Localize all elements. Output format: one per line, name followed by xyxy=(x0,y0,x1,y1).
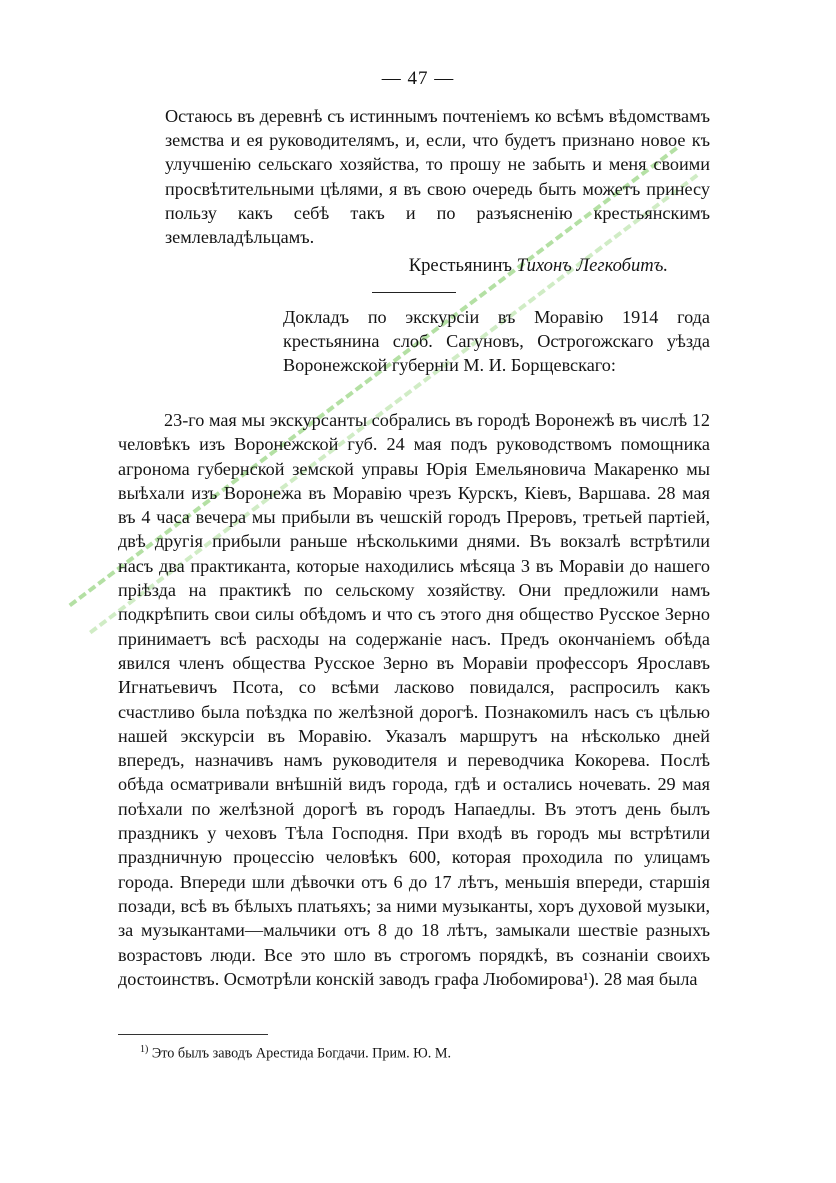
footnote-marker: 1) xyxy=(140,1044,149,1055)
report-body-block xyxy=(118,408,710,991)
section-divider xyxy=(372,292,456,293)
footnote xyxy=(140,1040,710,1064)
intro-paragraph-block xyxy=(165,104,710,249)
report-body-paragraph: 23-го мая мы экскурсанты собрались въ городѣ Воронежѣ въ числѣ 12 человѣкъ изъ Воронежской губ. 24 мая подъ руководствомъ помощника агронома губернской земской управы Юрія Емельяновича Макаренко мы выѣхали изъ Воронежа въ Моравію чрезъ Курскъ, Кіевъ, Варшава. 28 мая въ 4 часа вечера мы прибыли въ чешскій городъ Прeровъ, третьей партіей, двѣ другія прибыли раньше нѣсколькими днями. Въ вокзалѣ встрѣтили насъ два практиканта, которые находились мѣсяца 3 въ Моравіи до нашего пріѣзда на практикѣ по сельскому хозяйству. Они предложили намъ подкрѣпить свои силы обѣдомъ и что съ этого дня общество Русское Зерно принимаетъ всѣ расходы на содержаніе насъ. Предъ окончаніемъ обѣда явился членъ общества Русское Зерно въ Моравіи профессоръ Ярославъ Игнатьевичъ Псота, со всѣми ласково повидался, распросилъ какъ счастливо была поѣздка по желѣзной дорогѣ. Познакомилъ насъ съ цѣлью нашей экскурсіи въ Моравію. Указалъ маршрутъ на нѣсколько дней впередъ, назначивъ намъ руководителя и переводчика Кокорева. Послѣ обѣда осматривали внѣшній видъ города, гдѣ и остались ночевать. 29 мая поѣхали по желѣзной дорогѣ въ городъ Напаедлы. Въ этотъ день былъ праздникъ у чеховъ Тѣла Господня. При входѣ въ городъ мы встрѣтили праздничную процессію человѣкъ 600, которая проходила по улицамъ города. Впереди шли дѣвочки отъ 6 до 17 лѣтъ, меньшія впереди, старшія позади, всѣ въ бѣлыхъ платьяхъ; за ними музыканты, хоръ духовой музыки, за музыкантами—мальчики отъ 8 до 18 лѣтъ, замыкали шествіе разныхъ возрастовъ люди. Все это шло въ строгомъ порядкѣ, въ сознаніи своихъ достоинствъ. Осмотрѣли конскій заводъ графа Любомирова¹). 28 мая была xyxy=(118,410,710,989)
signature-prefix: Крестьянинъ xyxy=(408,255,513,276)
page-number: — 47 — xyxy=(381,68,455,89)
report-title: Докладъ по экскурсіи въ Моравію 1914 года крестьянина слоб. Сагуновъ, Острогожскаго уѣзда Воронежской губерніи М. И. Борщевскаго: xyxy=(283,307,710,376)
footnote-divider xyxy=(118,1034,268,1035)
footnote-text: Это былъ заводъ Арестида Богдачи. Прим. Ю. М. xyxy=(151,1045,452,1062)
signature xyxy=(165,255,668,277)
intro-paragraph: Остаюсь въ деревнѣ съ истиннымъ почтеніемъ ко всѣмъ вѣдомствамъ земства и ея руководителямъ, и, если, что будетъ признано новое къ улучшенію сельскаго хозяйства, то прошу не забыть и меня своими просвѣтительными цѣлями, я въ свою очередь быть можетъ принесу пользу какъ себѣ такъ и по разъясненію крестьянскимъ землевладѣльцамъ. xyxy=(165,106,710,248)
signature-name: Тихонъ Легкобитъ. xyxy=(516,255,668,276)
